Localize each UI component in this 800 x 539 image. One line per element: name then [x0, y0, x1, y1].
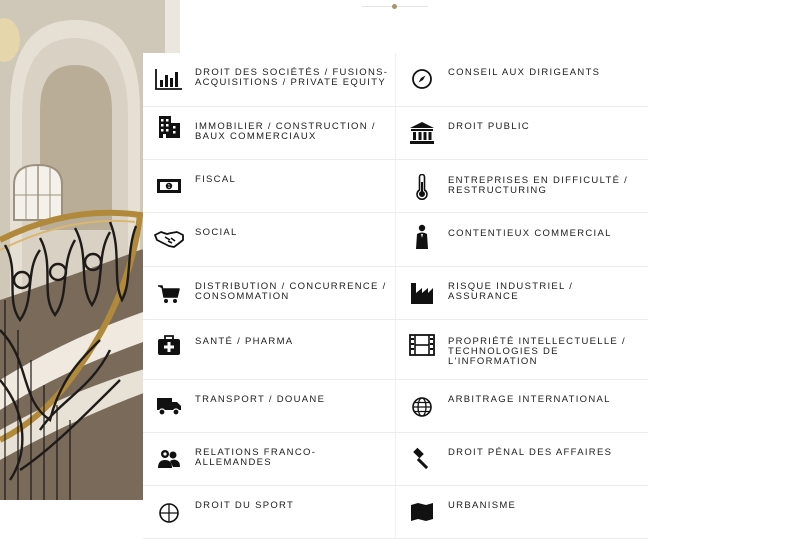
practice-item-intellectual-property[interactable]: [395, 320, 648, 379]
people-icon: [143, 449, 195, 469]
practice-label: ARBITRAGE INTERNATIONAL: [448, 394, 611, 405]
practice-item-franco-german[interactable]: [143, 433, 395, 485]
practice-item-executive-advice[interactable]: [395, 53, 648, 106]
factory-icon: [396, 281, 448, 305]
practice-row: [143, 107, 648, 160]
practice-label: DROIT PUBLIC: [448, 121, 530, 132]
handshake-icon: [143, 229, 195, 249]
practice-row: [143, 53, 648, 107]
practice-label: DISTRIBUTION / CONCURRENCE / CONSOMMATION: [195, 281, 387, 302]
practice-item-social[interactable]: [143, 213, 395, 266]
practice-areas-grid: [143, 53, 648, 539]
thermometer-icon: [396, 174, 448, 200]
practice-item-white-collar[interactable]: [395, 433, 648, 485]
practice-row: [143, 160, 648, 213]
cart-icon: [143, 284, 195, 304]
practice-item-industrial-risk[interactable]: [395, 267, 648, 319]
ball-icon: [143, 502, 195, 524]
banknote-icon: [143, 178, 195, 194]
practice-item-arbitration[interactable]: [395, 380, 648, 432]
practice-row: [143, 380, 648, 433]
practice-label: DROIT PÉNAL DES AFFAIRES: [448, 447, 613, 458]
practice-label: IMMOBILIER / CONSTRUCTION / BAUX COMMERCIAUX: [195, 121, 376, 142]
practice-label: ENTREPRISES EN DIFFICULTÉ / RESTRUCTURING: [448, 175, 629, 196]
gavel-icon: [396, 447, 448, 471]
practice-item-real-estate[interactable]: [143, 107, 395, 159]
practice-item-transport[interactable]: [143, 380, 395, 432]
practice-row: [143, 213, 648, 267]
practice-row: [143, 433, 648, 486]
lawyer-icon: [396, 224, 448, 250]
practice-item-corporate[interactable]: [143, 53, 395, 106]
practice-item-sport[interactable]: [143, 486, 395, 538]
globe-icon: [396, 396, 448, 418]
film-icon: [396, 334, 448, 356]
divider-dot: [392, 4, 397, 9]
practice-item-tax[interactable]: [143, 160, 395, 212]
practice-label: URBANISME: [448, 500, 517, 511]
practice-item-restructuring[interactable]: [395, 160, 648, 212]
practice-label: RELATIONS FRANCO-ALLEMANDES: [195, 447, 317, 468]
truck-icon: [143, 396, 195, 416]
practice-item-commercial-litigation[interactable]: [395, 213, 648, 266]
practice-row: [143, 486, 648, 539]
practice-label: FISCAL: [195, 174, 237, 185]
practice-row: [143, 320, 648, 380]
compass-icon: [396, 68, 448, 90]
practice-label: PROPRIÉTÉ INTELLECTUELLE / TECHNOLOGIES DE L'INFORMATION: [448, 336, 626, 367]
bank-icon: [396, 121, 448, 145]
practice-item-health[interactable]: [143, 320, 395, 379]
practice-label: RISQUE INDUSTRIEL / ASSURANCE: [448, 281, 574, 302]
practice-item-distribution[interactable]: [143, 267, 395, 319]
map-icon: [396, 502, 448, 522]
practice-row: [143, 267, 648, 320]
practice-item-urban-planning[interactable]: [395, 486, 648, 538]
practice-label: DROIT DU SPORT: [195, 500, 295, 511]
practice-label: SOCIAL: [195, 227, 238, 238]
practice-label: DROIT DES SOCIÉTÉS / FUSIONS-ACQUISITIONS / PRIVATE EQUITY: [195, 67, 389, 88]
building-icon: [143, 114, 195, 140]
practice-label: CONTENTIEUX COMMERCIAL: [448, 228, 612, 239]
practice-item-public-law[interactable]: [395, 107, 648, 159]
svg-text:1: 1: [167, 184, 171, 190]
practice-label: CONSEIL AUX DIRIGEANTS: [448, 67, 601, 78]
practice-label: TRANSPORT / DOUANE: [195, 394, 326, 405]
bar-chart-icon: [143, 68, 195, 90]
medical-kit-icon: [143, 334, 195, 356]
practice-label: SANTÉ / PHARMA: [195, 336, 294, 347]
